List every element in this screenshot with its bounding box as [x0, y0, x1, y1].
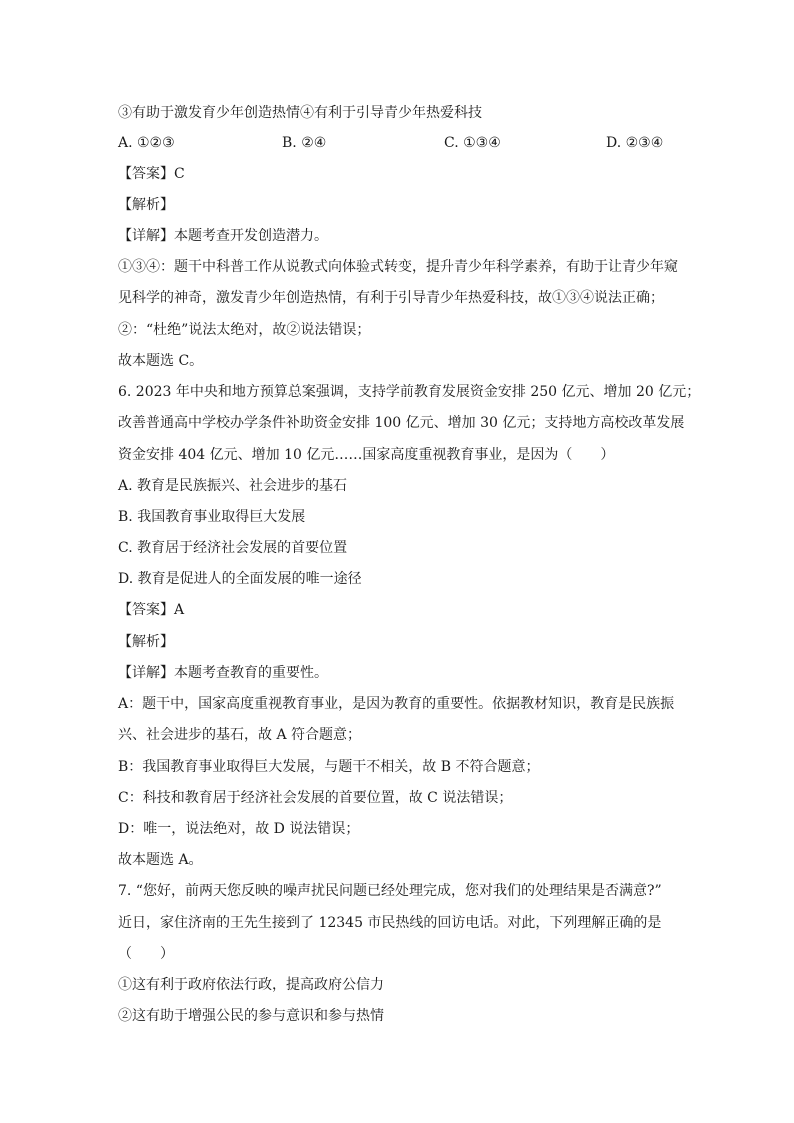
q6-stem-line-1: 6. 2023 年中央和地方预算总案强调，支持学前教育发展资金安排 250 亿元、增加 20 亿元； [118, 384, 701, 400]
q5-option-b: B. ②④ [282, 135, 327, 151]
q5-explanation-2: ②：“杜绝”说法太绝对，故②说法错误； [118, 322, 371, 338]
q6-answer: 【答案】A [118, 602, 185, 618]
q5-option-d: D. ②③④ [606, 135, 664, 151]
q6-option-c: C. 教育居于经济社会发展的首要位置 [118, 540, 348, 556]
q6-explanation-a-line-2: 兴、社会进步的基石，故 A 符合题意； [118, 727, 362, 743]
q7-stem-line-3: （ ） [118, 946, 174, 962]
q5-explanation-1-line-2: 见科学的神奇，激发青少年创造热情，有利于引导青少年热爱科技，故①③④说法正确； [118, 290, 664, 306]
q7-statement-1: ①这有利于政府依法行政，提高政府公信力 [118, 977, 384, 993]
q6-option-d: D. 教育是促进人的全面发展的唯一途径 [118, 571, 362, 587]
q5-option-c: C. ①③④ [444, 135, 501, 151]
q6-stem-line-2: 改善普通高中学校办学条件补助资金安排 100 亿元、增加 30 亿元；支持地方高校改革发展 [118, 415, 685, 431]
q6-explanation-d: D：唯一，说法绝对，故 D 说法错误； [118, 821, 360, 837]
q6-analysis-heading: 【解析】 [118, 634, 174, 650]
q6-option-a: A. 教育是民族振兴、社会进步的基石 [118, 478, 348, 494]
q7-statement-2: ②这有助于增强公民的参与意识和参与热情 [118, 1008, 384, 1024]
q5-answer: 【答案】C [118, 166, 185, 182]
q5-conclusion: 故本题选 C。 [118, 353, 204, 369]
q6-detail: 【详解】本题考查教育的重要性。 [118, 665, 328, 681]
q5-explanation-1-line-1: ①③④：题干中科普工作从说教式向体验式转变，提升青少年科学素养，有助于让青少年窥 [118, 259, 678, 275]
q5-analysis-heading: 【解析】 [118, 197, 174, 213]
q5-detail: 【详解】本题考查开发创造潜力。 [118, 228, 328, 244]
q6-explanation-a-line-1: A：题干中，国家高度重视教育事业，是因为教育的重要性。依据教材知识，教育是民族振 [118, 696, 675, 712]
q6-explanation-c: C：科技和教育居于经济社会发展的首要位置，故 C 说法错误； [118, 790, 513, 806]
q6-stem-line-3: 资金安排 404 亿元、增加 10 亿元……国家高度重视教育事业，是因为（ ） [118, 447, 615, 463]
q6-conclusion: 故本题选 A。 [118, 852, 203, 868]
q6-explanation-b: B：我国教育事业取得巨大发展，与题干不相关，故 B 不符合题意； [118, 759, 540, 775]
q5-option-a: A. ①②③ [118, 135, 175, 151]
q5-statement-line: ③有助于激发育少年创造热情④有利于引导青少年热爱科技 [118, 105, 482, 121]
q5-options [118, 134, 678, 152]
q6-option-b: B. 我国教育事业取得巨大发展 [118, 509, 306, 525]
q7-stem-line-2: 近日，家住济南的王先生接到了 12345 市民热线的回访电话。对此，下列理解正确的是 [118, 915, 662, 931]
q7-stem-line-1: 7. “您好，前两天您反映的噪声扰民问题已经处理完成，您对我们的处理结果是否满意?” [118, 883, 662, 899]
